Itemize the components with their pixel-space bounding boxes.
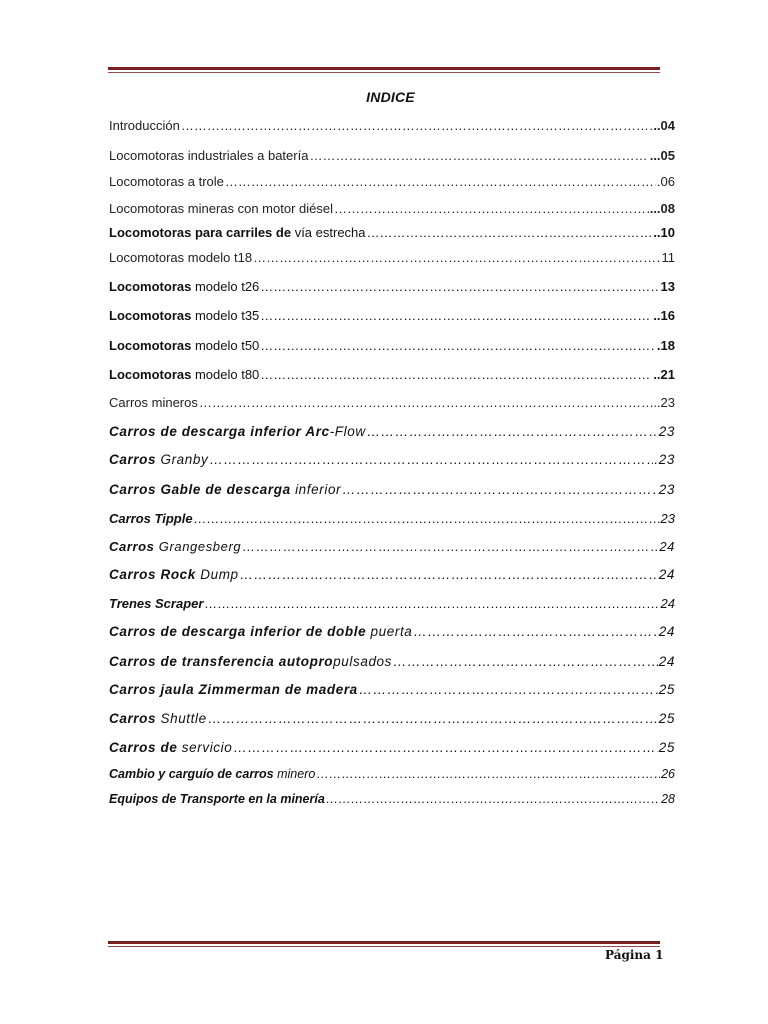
toc-entry-label-text: Shuttle <box>156 711 207 726</box>
toc-entry-label <box>109 764 315 784</box>
toc-dot-leader <box>342 480 658 500</box>
toc-entry-label <box>109 450 208 470</box>
toc-entry <box>109 622 675 642</box>
toc-entry-page: 24 <box>658 624 675 639</box>
toc-entry-label <box>109 680 358 700</box>
toc-entry-label-text: modelo t80 <box>191 367 260 382</box>
toc-entry-label-text: modelo t35 <box>191 308 260 323</box>
toc-entry-label <box>109 622 412 642</box>
toc-entry-label-text: modelo t50 <box>191 338 260 353</box>
toc-entry-label-text: Locomotoras industriales a batería <box>109 148 309 163</box>
toc-dot-leader <box>334 199 649 219</box>
toc-entry-label-text: minero <box>273 767 316 781</box>
toc-entry-page: ..04 <box>653 118 675 133</box>
toc-entry-label-strong: Equipos de Transporte en la minería <box>109 792 325 806</box>
toc-entry-label <box>109 146 308 166</box>
toc-dot-leader <box>309 146 648 166</box>
toc-entry <box>109 480 675 500</box>
toc-entry-label-strong: Trenes Scraper <box>109 596 204 611</box>
toc-dot-leader <box>393 652 658 672</box>
toc-entry <box>109 509 675 529</box>
toc-entry <box>109 172 675 192</box>
toc-entry-label <box>109 248 252 268</box>
toc-entry-page: 23 <box>658 482 675 497</box>
toc-entry-label-text: Locomotoras modelo t18 <box>109 250 253 265</box>
toc-entry-label-strong: Carros de transferencia autopro <box>109 654 334 669</box>
toc-entry-label-strong: Carros de descarga inferior de doble <box>109 624 367 639</box>
toc-entry <box>109 680 675 700</box>
toc-dot-leader <box>209 450 653 470</box>
toc-entry-label <box>109 393 198 413</box>
toc-entry-page: .18 <box>656 338 675 353</box>
toc-entry-label-strong: Locomotoras <box>109 367 192 382</box>
toc-entry-label <box>109 336 259 356</box>
toc-entry-label <box>109 738 232 758</box>
toc-entry-page: 24 <box>659 539 675 554</box>
toc-entry-page: 25 <box>658 682 675 697</box>
toc-entry-label <box>109 306 259 326</box>
footer-rule <box>108 941 660 947</box>
toc-entry-label <box>109 365 259 385</box>
toc-entry-label-text: Locomotoras mineras con motor diésel <box>109 201 333 216</box>
toc-entry-label-strong: Carros <box>109 452 157 467</box>
toc-entry-label-strong: Carros Rock <box>109 567 196 582</box>
toc-entry-label <box>109 172 224 192</box>
toc-dot-leader <box>208 709 658 729</box>
toc-entry-label-strong: Carros <box>109 711 157 726</box>
toc-entry <box>109 789 675 809</box>
toc-entry-label <box>109 509 193 529</box>
toc-entry-page: ...05 <box>649 148 675 163</box>
toc-dot-leader <box>260 365 652 385</box>
toc-entry-label <box>109 277 259 297</box>
toc-dot-leader <box>199 393 649 413</box>
toc-entry-label-text: pulsados <box>333 654 393 669</box>
toc-entry-page: 13 <box>660 279 675 294</box>
toc-entry <box>109 652 675 672</box>
toc-entry-label-text: vía estrecha <box>291 225 366 240</box>
page-title: INDICE <box>366 89 415 105</box>
toc-entry-label-text: Grangesberg <box>154 539 242 554</box>
page-number: Página 1 <box>605 948 664 962</box>
toc-entry <box>109 594 675 614</box>
toc-entry-label-strong: Locomotoras <box>109 338 192 353</box>
toc-entry-page: ..16 <box>653 308 675 323</box>
toc-entry-label-strong: Locomotoras <box>109 308 192 323</box>
toc-entry-label <box>109 116 180 136</box>
toc-entry-page: 23 <box>660 511 675 526</box>
toc-entry-page: .06 <box>656 174 675 189</box>
toc-dot-leader <box>204 594 659 614</box>
toc-entry-label <box>109 422 366 442</box>
toc-dot-leader <box>233 738 657 758</box>
toc-entry-page: .23 <box>654 452 675 467</box>
toc-dot-leader <box>225 172 656 192</box>
toc-entry-label-text: Carros mineros <box>109 395 198 410</box>
toc-entry-label <box>109 480 341 500</box>
toc-dot-leader <box>253 248 660 268</box>
toc-dot-leader <box>260 277 659 297</box>
toc-dot-leader <box>240 565 658 585</box>
toc-dot-leader <box>181 116 652 136</box>
toc-entry-label <box>109 789 325 809</box>
toc-entry-label-text: puerta <box>366 624 413 639</box>
toc-entry-page: 25 <box>658 740 675 755</box>
toc-entry-label-text: Locomotoras a trole <box>109 174 224 189</box>
toc-entry-label-text: Dump <box>195 567 239 582</box>
toc-entry-page: 25 <box>658 711 675 726</box>
header-rule <box>108 67 660 73</box>
toc-entry-label <box>109 709 207 729</box>
toc-entry-label <box>109 537 241 557</box>
toc-entry <box>109 223 675 243</box>
toc-entry-page: 28 <box>661 792 675 806</box>
toc-dot-leader <box>260 336 656 356</box>
toc-entry-page: 23 <box>658 424 675 439</box>
toc-entry-page: ..21 <box>653 367 675 382</box>
toc-entry-label-strong: Carros <box>109 539 155 554</box>
toc-entry-label-strong: Locomotoras para carriles de <box>109 225 292 240</box>
toc-entry <box>109 248 675 268</box>
toc-entry-page: 11 <box>661 250 675 265</box>
toc-entry <box>109 306 675 326</box>
toc-entry-label <box>109 652 392 672</box>
toc-entry-page: ...08 <box>649 201 675 216</box>
toc-dot-leader <box>242 537 658 557</box>
toc-entry-page: ..10 <box>653 225 675 240</box>
toc-entry-label-strong: Carros de <box>109 740 178 755</box>
toc-entry-label-strong: Cambio y carguío de carros <box>109 767 274 781</box>
toc-entry <box>109 450 675 470</box>
toc-dot-leader <box>316 764 660 784</box>
toc-entry <box>109 277 675 297</box>
toc-entry-label-strong: Carros de descarga inferior Arc <box>109 424 330 439</box>
toc-entry <box>109 565 675 585</box>
toc-entry-page: 24 <box>658 567 675 582</box>
toc-entry-page: 26 <box>661 767 675 781</box>
toc-entry <box>109 146 675 166</box>
toc-entry-label-text: modelo t26 <box>191 279 260 294</box>
toc-entry-label-text: Introducción <box>109 118 180 133</box>
toc-entry-label-text: Granby <box>156 452 209 467</box>
toc-entry-label-text: -Flow <box>329 424 366 439</box>
toc-entry-label-strong: Locomotoras <box>109 279 192 294</box>
toc-dot-leader <box>326 789 660 809</box>
toc-entry <box>109 365 675 385</box>
toc-dot-leader <box>260 306 652 326</box>
toc-entry-label-strong: Carros jaula Zimmerman de madera <box>109 682 358 697</box>
toc-entry <box>109 764 675 784</box>
toc-entry-label <box>109 223 366 243</box>
toc-entry <box>109 709 675 729</box>
toc-entry-label <box>109 565 239 585</box>
toc-dot-leader <box>367 223 653 243</box>
toc-entry <box>109 116 675 136</box>
toc-entry-label-strong: Carros Tipple <box>109 511 193 526</box>
toc-entry <box>109 537 675 557</box>
toc-entry-page: 24 <box>660 596 675 611</box>
toc-dot-leader <box>359 680 658 700</box>
toc-entry-label-strong: Carros Gable de descarga <box>109 482 291 497</box>
toc-entry-page: 24 <box>658 654 675 669</box>
toc-entry <box>109 422 675 442</box>
toc-entry <box>109 199 675 219</box>
toc-entry <box>109 393 675 413</box>
toc-entry-label-text: inferior <box>290 482 342 497</box>
toc-entry-page: ...23 <box>649 395 675 410</box>
toc-entry-label <box>109 199 333 219</box>
toc-dot-leader <box>413 622 657 642</box>
toc-dot-leader <box>194 509 660 529</box>
toc-dot-leader <box>367 422 658 442</box>
toc-entry-label-text: servicio <box>177 740 233 755</box>
toc-entry-label <box>109 594 203 614</box>
toc-entry <box>109 738 675 758</box>
toc-entry <box>109 336 675 356</box>
